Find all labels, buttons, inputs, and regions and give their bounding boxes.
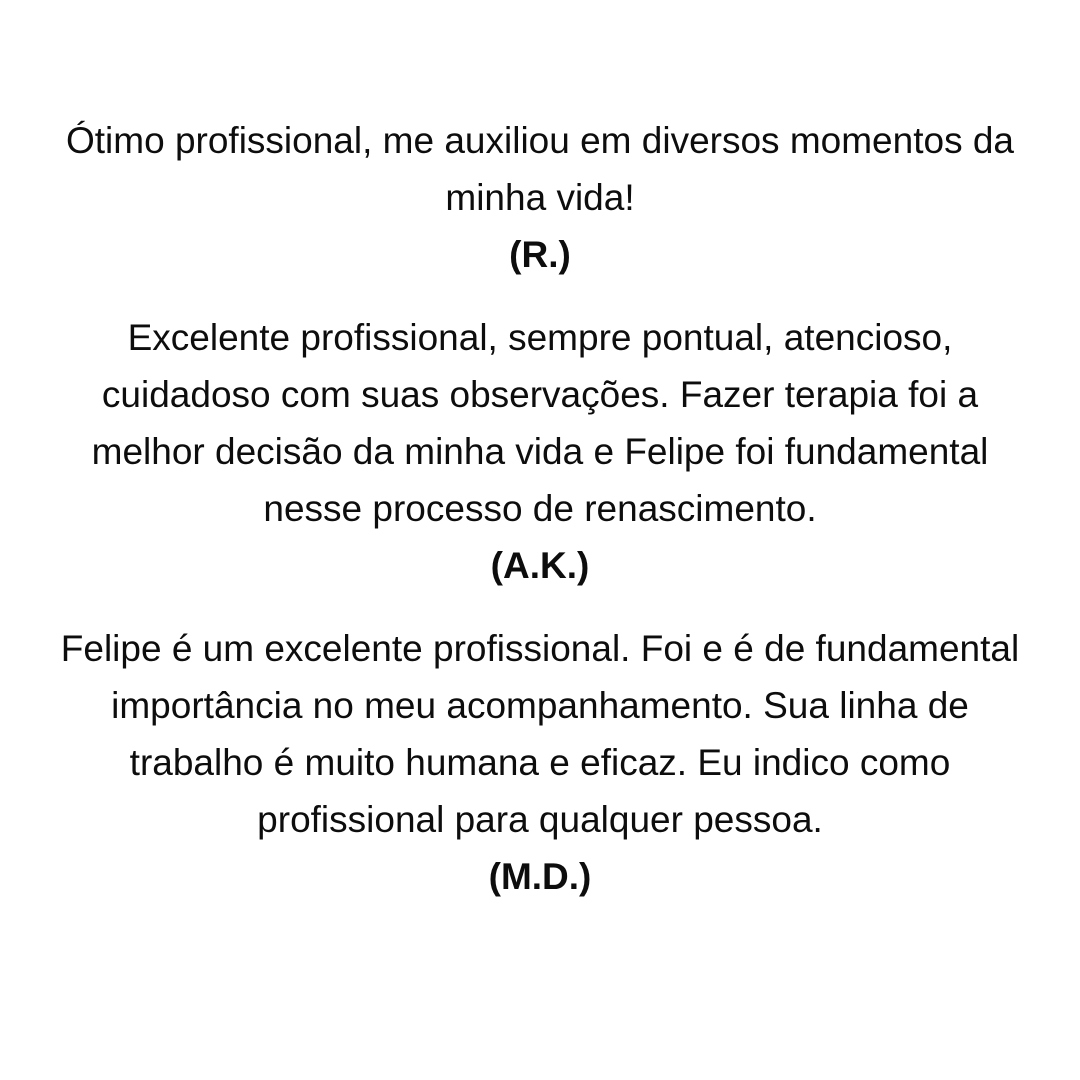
testimonial-block-1 bbox=[44, 112, 1036, 283]
testimonial-author: (M.D.) bbox=[488, 856, 592, 897]
testimonial-quote: Excelente profissional, sempre pontual, atencioso, cuidadoso com suas observações. Fazer terapia foi a melhor decisão da minha vida e Felipe foi fundamental nesse processo de renascimento. bbox=[91, 317, 989, 529]
testimonial-block-3 bbox=[44, 620, 1036, 905]
testimonial-author: (R.) bbox=[509, 234, 571, 275]
testimonial-quote: Ótimo profissional, me auxiliou em diversos momentos da minha vida! bbox=[66, 120, 1014, 218]
testimonial-quote: Felipe é um excelente profissional. Foi e é de fundamental importância no meu acompanhamento. Sua linha de trabalho é muito humana e eficaz. Eu indico como profissional para qualquer pessoa. bbox=[60, 628, 1020, 840]
testimonial-author: (A.K.) bbox=[490, 545, 590, 586]
testimonial-block-2 bbox=[44, 309, 1036, 594]
